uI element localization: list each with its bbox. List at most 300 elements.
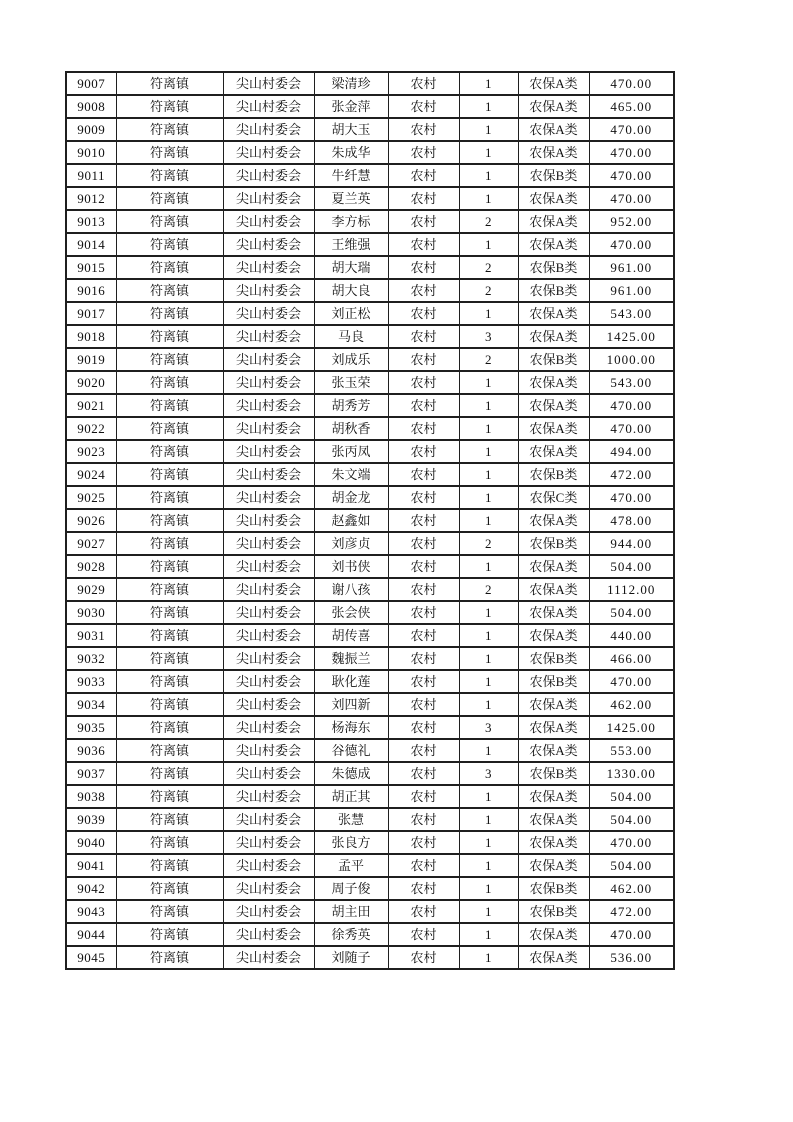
cell-village: 尖山村委会 xyxy=(223,348,314,371)
table-row xyxy=(66,624,674,647)
cell-name: 马良 xyxy=(314,325,388,348)
cell-village: 尖山村委会 xyxy=(223,256,314,279)
cell-amount: 462.00 xyxy=(589,693,674,716)
cell-id: 9030 xyxy=(66,601,116,624)
cell-town: 符离镇 xyxy=(116,716,223,739)
cell-town: 符离镇 xyxy=(116,164,223,187)
cell-insurance-category: 农保B类 xyxy=(518,900,589,923)
cell-amount: 944.00 xyxy=(589,532,674,555)
cell-amount: 543.00 xyxy=(589,302,674,325)
cell-id: 9021 xyxy=(66,394,116,417)
cell-id: 9008 xyxy=(66,95,116,118)
cell-name: 张良方 xyxy=(314,831,388,854)
cell-town: 符离镇 xyxy=(116,440,223,463)
cell-person-count: 1 xyxy=(459,371,518,394)
cell-village: 尖山村委会 xyxy=(223,72,314,95)
cell-id: 9032 xyxy=(66,647,116,670)
table-row xyxy=(66,831,674,854)
cell-town: 符离镇 xyxy=(116,532,223,555)
table-row xyxy=(66,95,674,118)
cell-insurance-category: 农保B类 xyxy=(518,463,589,486)
cell-name: 刘书侠 xyxy=(314,555,388,578)
cell-amount: 470.00 xyxy=(589,394,674,417)
cell-person-count: 1 xyxy=(459,118,518,141)
cell-amount: 553.00 xyxy=(589,739,674,762)
table-row xyxy=(66,256,674,279)
cell-town: 符离镇 xyxy=(116,210,223,233)
cell-village: 尖山村委会 xyxy=(223,647,314,670)
cell-village: 尖山村委会 xyxy=(223,187,314,210)
cell-name: 梁清珍 xyxy=(314,72,388,95)
table-row xyxy=(66,762,674,785)
cell-residence-type: 农村 xyxy=(388,785,459,808)
cell-town: 符离镇 xyxy=(116,854,223,877)
cell-residence-type: 农村 xyxy=(388,808,459,831)
cell-residence-type: 农村 xyxy=(388,440,459,463)
cell-person-count: 1 xyxy=(459,808,518,831)
cell-residence-type: 农村 xyxy=(388,555,459,578)
cell-person-count: 1 xyxy=(459,877,518,900)
cell-village: 尖山村委会 xyxy=(223,509,314,532)
cell-name: 刘成乐 xyxy=(314,348,388,371)
cell-village: 尖山村委会 xyxy=(223,118,314,141)
cell-amount: 470.00 xyxy=(589,233,674,256)
cell-id: 9042 xyxy=(66,877,116,900)
cell-id: 9028 xyxy=(66,555,116,578)
cell-residence-type: 农村 xyxy=(388,854,459,877)
cell-name: 朱文端 xyxy=(314,463,388,486)
cell-person-count: 1 xyxy=(459,624,518,647)
cell-name: 周子俊 xyxy=(314,877,388,900)
cell-person-count: 1 xyxy=(459,509,518,532)
table-row xyxy=(66,785,674,808)
cell-insurance-category: 农保B类 xyxy=(518,532,589,555)
cell-person-count: 1 xyxy=(459,900,518,923)
cell-town: 符离镇 xyxy=(116,141,223,164)
cell-residence-type: 农村 xyxy=(388,164,459,187)
cell-village: 尖山村委会 xyxy=(223,785,314,808)
table-row xyxy=(66,141,674,164)
cell-amount: 470.00 xyxy=(589,118,674,141)
cell-amount: 961.00 xyxy=(589,256,674,279)
cell-id: 9036 xyxy=(66,739,116,762)
cell-village: 尖山村委会 xyxy=(223,900,314,923)
cell-name: 胡秋香 xyxy=(314,417,388,440)
cell-amount: 470.00 xyxy=(589,141,674,164)
cell-name: 刘彦贞 xyxy=(314,532,388,555)
cell-residence-type: 农村 xyxy=(388,532,459,555)
cell-residence-type: 农村 xyxy=(388,509,459,532)
cell-name: 刘随子 xyxy=(314,946,388,969)
cell-village: 尖山村委会 xyxy=(223,440,314,463)
cell-insurance-category: 农保A类 xyxy=(518,946,589,969)
table-row xyxy=(66,670,674,693)
cell-town: 符离镇 xyxy=(116,808,223,831)
cell-town: 符离镇 xyxy=(116,233,223,256)
cell-amount: 472.00 xyxy=(589,900,674,923)
cell-person-count: 1 xyxy=(459,72,518,95)
cell-id: 9022 xyxy=(66,417,116,440)
cell-residence-type: 农村 xyxy=(388,624,459,647)
cell-amount: 1112.00 xyxy=(589,578,674,601)
cell-id: 9013 xyxy=(66,210,116,233)
cell-name: 胡大良 xyxy=(314,279,388,302)
cell-name: 张慧 xyxy=(314,808,388,831)
cell-amount: 470.00 xyxy=(589,72,674,95)
table-row xyxy=(66,877,674,900)
cell-name: 胡大玉 xyxy=(314,118,388,141)
table-row xyxy=(66,417,674,440)
cell-id: 9029 xyxy=(66,578,116,601)
table-row xyxy=(66,187,674,210)
cell-residence-type: 农村 xyxy=(388,647,459,670)
cell-residence-type: 农村 xyxy=(388,302,459,325)
cell-name: 张会侠 xyxy=(314,601,388,624)
table-row xyxy=(66,739,674,762)
table-row xyxy=(66,463,674,486)
cell-insurance-category: 农保B类 xyxy=(518,762,589,785)
cell-town: 符离镇 xyxy=(116,509,223,532)
cell-id: 9035 xyxy=(66,716,116,739)
cell-id: 9027 xyxy=(66,532,116,555)
cell-name: 胡金龙 xyxy=(314,486,388,509)
table-row xyxy=(66,348,674,371)
cell-id: 9017 xyxy=(66,302,116,325)
table-row xyxy=(66,440,674,463)
cell-residence-type: 农村 xyxy=(388,578,459,601)
cell-residence-type: 农村 xyxy=(388,233,459,256)
cell-id: 9016 xyxy=(66,279,116,302)
cell-town: 符离镇 xyxy=(116,279,223,302)
cell-town: 符离镇 xyxy=(116,900,223,923)
table-row xyxy=(66,394,674,417)
cell-person-count: 1 xyxy=(459,739,518,762)
cell-amount: 1330.00 xyxy=(589,762,674,785)
cell-amount: 952.00 xyxy=(589,210,674,233)
cell-residence-type: 农村 xyxy=(388,716,459,739)
cell-village: 尖山村委会 xyxy=(223,762,314,785)
table-row xyxy=(66,808,674,831)
cell-residence-type: 农村 xyxy=(388,325,459,348)
cell-town: 符离镇 xyxy=(116,578,223,601)
cell-name: 夏兰英 xyxy=(314,187,388,210)
cell-town: 符离镇 xyxy=(116,394,223,417)
cell-town: 符离镇 xyxy=(116,417,223,440)
table-row xyxy=(66,486,674,509)
cell-id: 9014 xyxy=(66,233,116,256)
cell-name: 胡秀芳 xyxy=(314,394,388,417)
table-row xyxy=(66,371,674,394)
cell-town: 符离镇 xyxy=(116,762,223,785)
cell-id: 9033 xyxy=(66,670,116,693)
cell-id: 9041 xyxy=(66,854,116,877)
cell-insurance-category: 农保A类 xyxy=(518,923,589,946)
cell-insurance-category: 农保A类 xyxy=(518,808,589,831)
cell-village: 尖山村委会 xyxy=(223,923,314,946)
cell-name: 孟平 xyxy=(314,854,388,877)
cell-residence-type: 农村 xyxy=(388,417,459,440)
cell-person-count: 2 xyxy=(459,279,518,302)
cell-person-count: 3 xyxy=(459,716,518,739)
cell-village: 尖山村委会 xyxy=(223,325,314,348)
cell-id: 9037 xyxy=(66,762,116,785)
cell-id: 9039 xyxy=(66,808,116,831)
cell-person-count: 3 xyxy=(459,762,518,785)
cell-id: 9044 xyxy=(66,923,116,946)
cell-amount: 465.00 xyxy=(589,95,674,118)
cell-residence-type: 农村 xyxy=(388,923,459,946)
cell-town: 符离镇 xyxy=(116,946,223,969)
table-row xyxy=(66,118,674,141)
cell-village: 尖山村委会 xyxy=(223,555,314,578)
cell-insurance-category: 农保B类 xyxy=(518,877,589,900)
cell-amount: 504.00 xyxy=(589,854,674,877)
cell-person-count: 1 xyxy=(459,95,518,118)
cell-village: 尖山村委会 xyxy=(223,532,314,555)
cell-amount: 504.00 xyxy=(589,601,674,624)
cell-village: 尖山村委会 xyxy=(223,371,314,394)
cell-amount: 470.00 xyxy=(589,923,674,946)
cell-town: 符离镇 xyxy=(116,118,223,141)
cell-id: 9024 xyxy=(66,463,116,486)
cell-name: 胡大瑞 xyxy=(314,256,388,279)
cell-residence-type: 农村 xyxy=(388,141,459,164)
cell-person-count: 1 xyxy=(459,601,518,624)
table-row xyxy=(66,854,674,877)
table-body xyxy=(66,72,674,969)
cell-residence-type: 农村 xyxy=(388,946,459,969)
cell-id: 9018 xyxy=(66,325,116,348)
cell-amount: 504.00 xyxy=(589,785,674,808)
cell-insurance-category: 农保B类 xyxy=(518,164,589,187)
table-row xyxy=(66,164,674,187)
cell-insurance-category: 农保A类 xyxy=(518,831,589,854)
cell-name: 朱德成 xyxy=(314,762,388,785)
cell-residence-type: 农村 xyxy=(388,831,459,854)
table-row xyxy=(66,946,674,969)
cell-village: 尖山村委会 xyxy=(223,302,314,325)
cell-residence-type: 农村 xyxy=(388,762,459,785)
table-row xyxy=(66,555,674,578)
cell-person-count: 1 xyxy=(459,785,518,808)
cell-person-count: 1 xyxy=(459,187,518,210)
cell-insurance-category: 农保A类 xyxy=(518,417,589,440)
cell-town: 符离镇 xyxy=(116,95,223,118)
cell-name: 刘正松 xyxy=(314,302,388,325)
cell-name: 胡正其 xyxy=(314,785,388,808)
cell-insurance-category: 农保C类 xyxy=(518,486,589,509)
cell-village: 尖山村委会 xyxy=(223,946,314,969)
cell-person-count: 1 xyxy=(459,463,518,486)
cell-village: 尖山村委会 xyxy=(223,463,314,486)
cell-residence-type: 农村 xyxy=(388,72,459,95)
cell-amount: 961.00 xyxy=(589,279,674,302)
cell-id: 9031 xyxy=(66,624,116,647)
cell-person-count: 1 xyxy=(459,831,518,854)
table-row xyxy=(66,302,674,325)
cell-town: 符离镇 xyxy=(116,739,223,762)
table-row xyxy=(66,601,674,624)
cell-insurance-category: 农保A类 xyxy=(518,739,589,762)
cell-town: 符离镇 xyxy=(116,325,223,348)
cell-id: 9010 xyxy=(66,141,116,164)
cell-person-count: 1 xyxy=(459,440,518,463)
cell-town: 符离镇 xyxy=(116,624,223,647)
cell-residence-type: 农村 xyxy=(388,877,459,900)
cell-insurance-category: 农保A类 xyxy=(518,693,589,716)
cell-village: 尖山村委会 xyxy=(223,578,314,601)
cell-residence-type: 农村 xyxy=(388,279,459,302)
cell-id: 9012 xyxy=(66,187,116,210)
cell-id: 9019 xyxy=(66,348,116,371)
cell-id: 9038 xyxy=(66,785,116,808)
cell-insurance-category: 农保A类 xyxy=(518,716,589,739)
cell-amount: 504.00 xyxy=(589,808,674,831)
cell-name: 张金萍 xyxy=(314,95,388,118)
cell-id: 9045 xyxy=(66,946,116,969)
cell-insurance-category: 农保A类 xyxy=(518,578,589,601)
table-row xyxy=(66,325,674,348)
cell-town: 符离镇 xyxy=(116,693,223,716)
cell-town: 符离镇 xyxy=(116,187,223,210)
cell-name: 刘四新 xyxy=(314,693,388,716)
cell-insurance-category: 农保A类 xyxy=(518,233,589,256)
cell-town: 符离镇 xyxy=(116,486,223,509)
cell-residence-type: 农村 xyxy=(388,187,459,210)
table-row xyxy=(66,532,674,555)
cell-town: 符离镇 xyxy=(116,877,223,900)
cell-village: 尖山村委会 xyxy=(223,670,314,693)
cell-person-count: 1 xyxy=(459,486,518,509)
cell-insurance-category: 农保B类 xyxy=(518,256,589,279)
cell-amount: 536.00 xyxy=(589,946,674,969)
cell-insurance-category: 农保A类 xyxy=(518,785,589,808)
cell-insurance-category: 农保A类 xyxy=(518,118,589,141)
cell-residence-type: 农村 xyxy=(388,371,459,394)
cell-insurance-category: 农保A类 xyxy=(518,624,589,647)
cell-amount: 466.00 xyxy=(589,647,674,670)
cell-id: 9009 xyxy=(66,118,116,141)
cell-name: 魏振兰 xyxy=(314,647,388,670)
cell-residence-type: 农村 xyxy=(388,693,459,716)
cell-residence-type: 农村 xyxy=(388,95,459,118)
cell-name: 谢八孩 xyxy=(314,578,388,601)
cell-person-count: 1 xyxy=(459,394,518,417)
cell-amount: 440.00 xyxy=(589,624,674,647)
cell-insurance-category: 农保A类 xyxy=(518,394,589,417)
table-row xyxy=(66,900,674,923)
cell-insurance-category: 农保A类 xyxy=(518,210,589,233)
cell-village: 尖山村委会 xyxy=(223,210,314,233)
cell-name: 张玉荣 xyxy=(314,371,388,394)
cell-town: 符离镇 xyxy=(116,601,223,624)
table-row xyxy=(66,578,674,601)
cell-person-count: 2 xyxy=(459,578,518,601)
cell-village: 尖山村委会 xyxy=(223,716,314,739)
cell-insurance-category: 农保B类 xyxy=(518,647,589,670)
cell-insurance-category: 农保A类 xyxy=(518,854,589,877)
table-row xyxy=(66,72,674,95)
cell-insurance-category: 农保A类 xyxy=(518,72,589,95)
cell-name: 徐秀英 xyxy=(314,923,388,946)
cell-town: 符离镇 xyxy=(116,785,223,808)
cell-person-count: 1 xyxy=(459,302,518,325)
cell-insurance-category: 农保A类 xyxy=(518,141,589,164)
cell-residence-type: 农村 xyxy=(388,670,459,693)
cell-insurance-category: 农保A类 xyxy=(518,371,589,394)
table-row xyxy=(66,210,674,233)
cell-town: 符离镇 xyxy=(116,831,223,854)
cell-amount: 470.00 xyxy=(589,187,674,210)
cell-person-count: 1 xyxy=(459,647,518,670)
cell-village: 尖山村委会 xyxy=(223,417,314,440)
cell-residence-type: 农村 xyxy=(388,394,459,417)
cell-insurance-category: 农保A类 xyxy=(518,187,589,210)
cell-town: 符离镇 xyxy=(116,555,223,578)
cell-insurance-category: 农保A类 xyxy=(518,555,589,578)
cell-residence-type: 农村 xyxy=(388,739,459,762)
cell-id: 9025 xyxy=(66,486,116,509)
cell-amount: 472.00 xyxy=(589,463,674,486)
cell-name: 耿化莲 xyxy=(314,670,388,693)
cell-name: 胡传喜 xyxy=(314,624,388,647)
cell-village: 尖山村委会 xyxy=(223,877,314,900)
cell-amount: 470.00 xyxy=(589,831,674,854)
cell-person-count: 1 xyxy=(459,854,518,877)
cell-name: 朱成华 xyxy=(314,141,388,164)
cell-person-count: 1 xyxy=(459,670,518,693)
cell-id: 9034 xyxy=(66,693,116,716)
cell-amount: 1000.00 xyxy=(589,348,674,371)
cell-village: 尖山村委会 xyxy=(223,624,314,647)
cell-village: 尖山村委会 xyxy=(223,854,314,877)
cell-person-count: 2 xyxy=(459,256,518,279)
cell-person-count: 1 xyxy=(459,233,518,256)
cell-name: 王维强 xyxy=(314,233,388,256)
table-row xyxy=(66,233,674,256)
pension-roster-table xyxy=(65,71,675,970)
cell-amount: 470.00 xyxy=(589,417,674,440)
table-row xyxy=(66,509,674,532)
table-row xyxy=(66,923,674,946)
cell-town: 符离镇 xyxy=(116,463,223,486)
cell-insurance-category: 农保A类 xyxy=(518,302,589,325)
cell-insurance-category: 农保A类 xyxy=(518,509,589,532)
cell-village: 尖山村委会 xyxy=(223,601,314,624)
cell-residence-type: 农村 xyxy=(388,348,459,371)
table-row xyxy=(66,693,674,716)
cell-amount: 470.00 xyxy=(589,486,674,509)
cell-village: 尖山村委会 xyxy=(223,831,314,854)
cell-village: 尖山村委会 xyxy=(223,693,314,716)
cell-residence-type: 农村 xyxy=(388,900,459,923)
cell-residence-type: 农村 xyxy=(388,486,459,509)
table-row xyxy=(66,647,674,670)
cell-residence-type: 农村 xyxy=(388,463,459,486)
cell-id: 9043 xyxy=(66,900,116,923)
cell-insurance-category: 农保B类 xyxy=(518,670,589,693)
cell-person-count: 2 xyxy=(459,348,518,371)
cell-amount: 543.00 xyxy=(589,371,674,394)
cell-village: 尖山村委会 xyxy=(223,95,314,118)
cell-amount: 470.00 xyxy=(589,670,674,693)
cell-amount: 478.00 xyxy=(589,509,674,532)
table-row xyxy=(66,279,674,302)
cell-name: 李方标 xyxy=(314,210,388,233)
cell-amount: 1425.00 xyxy=(589,325,674,348)
cell-town: 符离镇 xyxy=(116,256,223,279)
cell-village: 尖山村委会 xyxy=(223,279,314,302)
